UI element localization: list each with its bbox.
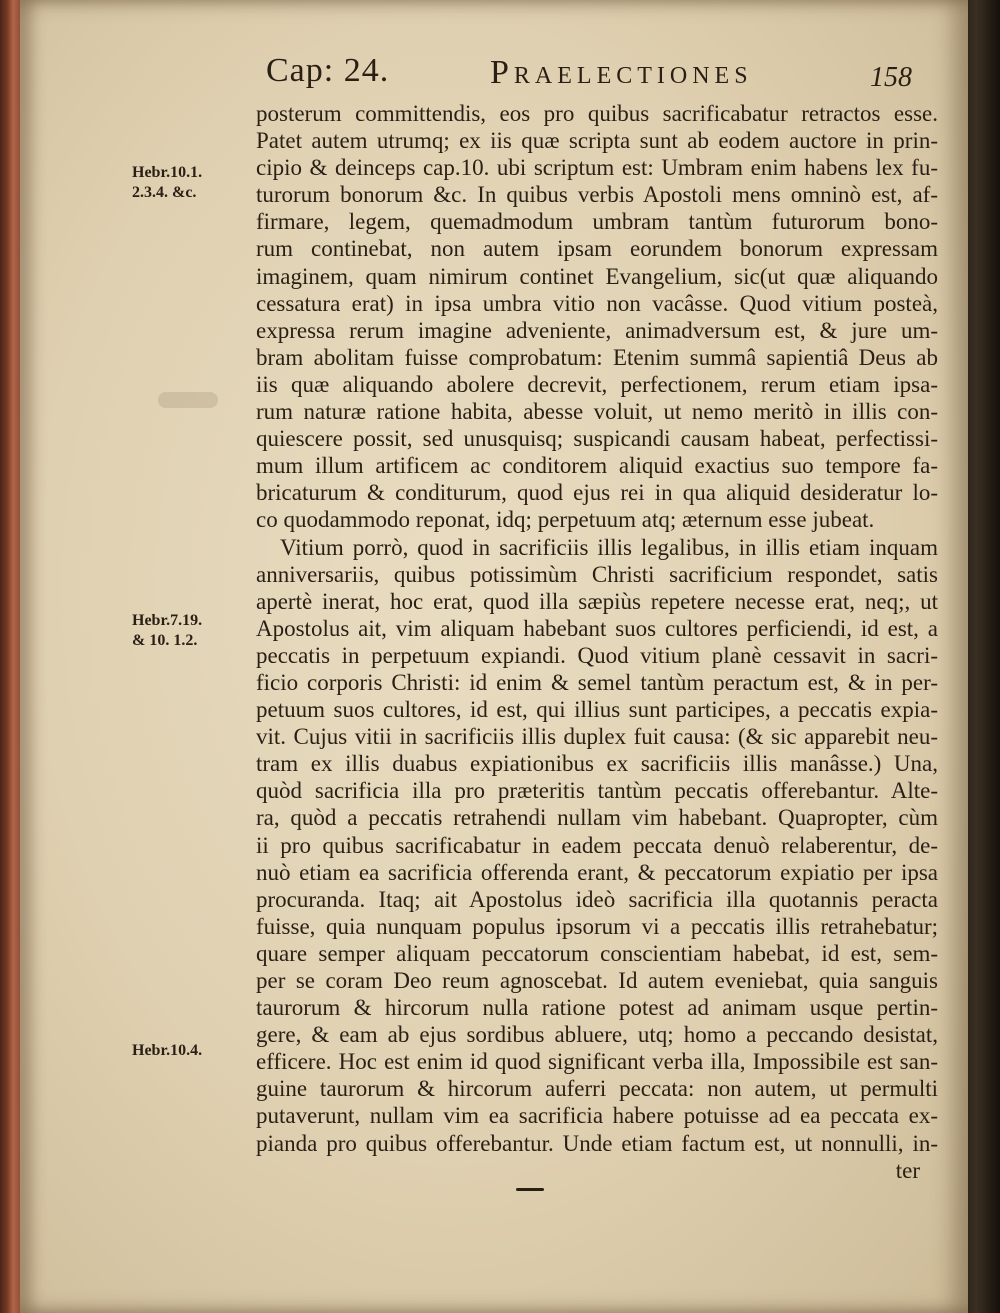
text-line: Vitium porrò, quod in sacrificiis illis legalibus, in illis etiam inquam: [280, 534, 938, 560]
text-line: turorum bonorum &c. In quibus verbis Apostoli mens omninò est, af-: [256, 182, 938, 208]
text-line: fuisse, quia nunquam populus ipsorum vi a peccatis illis retrahebatur;: [256, 913, 938, 939]
body-text: [256, 100, 938, 1184]
catchword: ter: [895, 1157, 920, 1183]
text-line: cipio & deinceps cap.10. ubi scriptum est: Umbram enim habens lex fu-: [256, 155, 938, 181]
text-line: quare semper aliquam peccatorum conscientiam habebat, id est, sem-: [256, 940, 938, 966]
text-line: apertè inerat, hoc erat, quod illa sæpiùs repetere necesse erat, neq;, ut: [256, 588, 938, 614]
text-line: quòd sacrificia illa pro præteritis tantùm peccatis offerebantur. Alte-: [256, 778, 938, 804]
text-line: Patet autem utrumq; ex iis quæ scripta sunt ab eodem auctore in prin-: [256, 128, 938, 154]
text-line: posterum committendis, eos pro quibus sacrificabatur retractos esse.: [256, 101, 938, 126]
text-line: peccatis in perpetuum expiandi. Quod vitium planè cessavit in sacri-: [256, 642, 938, 668]
text-line: bram abolitam fuisse comprobatum: Etenim summâ sapientiâ Deus ab: [256, 344, 938, 370]
text-line: nuò etiam ea sacrificia offerenda erant, & peccatorum expiatio per ipsa: [256, 859, 938, 885]
margin-note: Hebr.10.1.: [132, 164, 203, 181]
ink-smudge: [158, 392, 218, 408]
text-line: pianda pro quibus offerebantur. Unde etiam factum est, ut nonnulli, in-: [256, 1130, 938, 1156]
text-line: imaginem, quam nimirum continet Evangelium, sic(ut quæ aliquando: [256, 263, 938, 289]
text-line: ra, quòd a peccatis retrahendi nullam vim habebant. Quapropter, cùm: [256, 805, 938, 831]
text-line: efficere. Hoc est enim id quod significant verba illa, Impossibile est san-: [256, 1049, 938, 1075]
text-line: ficio corporis Christi: id enim & semel tantùm peractum est, & in per-: [256, 669, 938, 695]
text-line: mum illum artificem ac conditorem aliquid exactius suo tempore fa-: [256, 453, 938, 479]
margin-note: Hebr.10.4.: [132, 1042, 203, 1059]
text-line: co quodammodo reponat, idq; perpetuum atq; æternum esse jubeat.: [256, 507, 875, 533]
page: [20, 0, 968, 1313]
text-line: rum naturæ ratione habita, abesse voluit, ut nemo meritò in illis con-: [256, 399, 938, 425]
text-line: quiescere possit, sed unusquisq; suspicandi causam habeat, perfectissi-: [256, 426, 938, 452]
text-line: guine taurorum & hircorum auferri peccata: non autem, ut permulti: [256, 1076, 938, 1102]
margin-note: 2.3.4. &c.: [132, 184, 197, 201]
text-line: taurorum & hircorum nulla ratione potest ad animam usque pertin-: [256, 995, 938, 1021]
page-number: 158: [870, 62, 912, 93]
text-line: cessatura erat) in ipsa umbra vitio non vacâsse. Quod vitium posteà,: [256, 290, 938, 316]
running-head: [20, 52, 968, 104]
text-line: rum continebat, non autem ipsam eorundem bonorum expressam: [256, 236, 938, 262]
left-page-edge: [0, 0, 22, 1313]
text-line: anniversariis, quibus potissimùm Christi sacrificium respondet, satis: [256, 561, 938, 587]
margin-note: & 10. 1.2.: [132, 632, 198, 649]
text-line: firmare, legem, quemadmodum umbram tantùm futurorum bono-: [256, 209, 938, 235]
text-line: vit. Cujus vitii in sacrificiis illis duplex fuit causa: (& sic apparebit neu-: [256, 724, 938, 750]
text-line: tram ex illis duabus expiationibus ex sacrificiis illis manâsse.) Una,: [256, 751, 938, 777]
running-title: Praelectiones: [490, 54, 753, 91]
text-line: bricaturum & conditurum, quod ejus rei in qua aliquid desideratur lo-: [256, 480, 938, 506]
text-line: expressa rerum imagine adveniente, animadversum est, & jure um-: [256, 317, 938, 343]
text-line: procuranda. Itaq; ait Apostolus ideò sacrificia illa quotannis peracta: [256, 886, 938, 912]
text-line: petuum suos cultores, id est, qui illius sunt participes, a peccatis expia-: [256, 697, 938, 723]
text-line: ii pro quibus sacrificabatur in eadem peccata denuò relaberentur, de-: [256, 832, 938, 858]
signature-dash: [516, 1188, 544, 1191]
text-line: iis quæ aliquando abolere decrevit, perfectionem, rerum etiam ipsa-: [256, 371, 938, 397]
text-line: putaverunt, nullam vim ea sacrificia habere potuisse ad ea peccata ex-: [256, 1103, 938, 1129]
margin-note: Hebr.7.19.: [132, 612, 203, 629]
right-page-edge: [966, 0, 1000, 1313]
text-line: Apostolus ait, vim aliquam habebant suos cultores perficiendi, id est, a: [256, 615, 938, 641]
text-line: per se coram Deo reum agnoscebat. Id autem eveniebat, quia sanguis: [256, 968, 938, 993]
chapter-heading: Cap: 24.: [266, 52, 390, 89]
text-line: gere, & eam ab ejus sordibus abluere, utq; homo a peccando desistat,: [256, 1022, 938, 1048]
